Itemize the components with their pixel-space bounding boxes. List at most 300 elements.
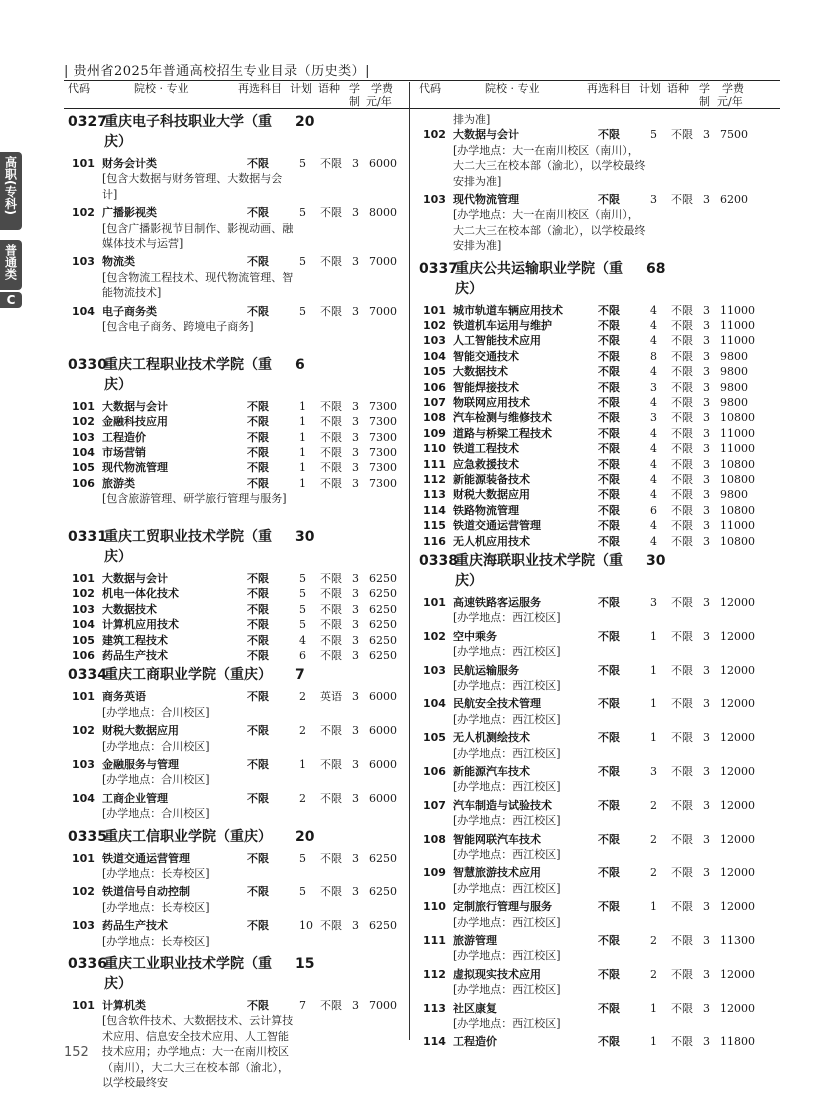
major-row [68,851,408,866]
major-fee: 6000 [369,724,397,738]
major-subject: 不限 [247,602,269,616]
major-name: 金融科技应用 [102,415,168,429]
school-plan: 6 [295,356,305,373]
major-plan: 4 [299,633,306,647]
major-language: 不限 [320,633,342,647]
major-row [68,648,408,663]
major-code: 109 [423,426,446,440]
major-years: 3 [703,697,710,711]
major-years: 3 [703,663,710,677]
major-language: 不限 [320,885,342,899]
major-name: 汽车检测与维修技术 [453,411,552,425]
major-language: 不限 [320,724,342,738]
major-fee: 7000 [369,255,397,269]
col-language: 语种 [318,82,340,95]
major-plan: 10 [299,919,313,933]
major-name: 药品生产技术 [102,649,168,662]
major-row [419,487,759,502]
major-note: [办学地点：合川校区] [102,807,210,821]
major-row [419,472,759,487]
major-language: 不限 [671,765,693,778]
major-fee: 7300 [369,430,397,444]
catalog-title: | 贵州省2025年普通高校招生专业目录（历史类）| [64,64,370,79]
major-subject: 不限 [598,411,620,425]
major-code: 111 [423,457,446,471]
major-plan: 2 [299,724,306,738]
major-subject: 不限 [247,476,269,490]
school-plan: 68 [646,260,666,277]
major-fee: 6000 [369,157,397,170]
note-continuation: 排为准] [453,113,491,126]
major-note: [办学地点：西江校区] [453,645,561,659]
school-name: 重庆工贸职业技术学院（重庆） [104,529,272,565]
major-name: 商务英语 [102,690,146,704]
major-subject: 不限 [598,473,620,486]
major-fee: 12000 [720,697,755,711]
major-years: 3 [352,206,359,220]
major-name: 虚拟现实技术应用 [453,967,541,981]
major-fee: 7300 [369,461,397,475]
major-fee: 7500 [720,128,748,142]
side-tab-general-label: 普通类 [3,244,18,280]
major-name: 道路与桥梁工程技术 [453,426,552,440]
major-row [419,380,759,395]
major-name: 电子商务类 [102,304,157,318]
major-language: 不限 [671,426,693,440]
major-plan: 1 [650,1001,657,1015]
major-plan: 5 [299,602,306,616]
major-fee: 11000 [720,519,755,533]
major-note: [办学地点：合川校区] [102,705,210,719]
major-years: 3 [352,415,359,429]
major-row [419,303,759,318]
major-code: 113 [423,1001,446,1015]
major-plan: 5 [299,304,306,318]
major-fee: 10800 [720,534,755,548]
major-plan: 1 [299,476,306,490]
major-code: 102 [72,885,95,899]
side-tab-vocational [0,152,22,230]
major-row [68,586,408,601]
major-name: 财税大数据应用 [453,488,530,502]
major-name: 无人机测绘技术 [453,731,530,745]
major-code: 112 [423,967,446,981]
school-name: 重庆电子科技职业大学（重庆） [104,114,272,150]
major-plan: 4 [650,457,657,471]
school-plan: 15 [295,956,315,972]
major-plan: 1 [650,629,657,643]
major-subject: 不限 [598,334,620,348]
major-years: 3 [352,724,359,738]
major-fee: 6250 [369,851,397,865]
major-fee: 6000 [369,791,397,805]
col-plan: 计划 [290,82,312,95]
major-code: 102 [423,128,446,142]
major-fee: 6250 [369,602,397,616]
major-row [68,602,408,617]
major-row [68,884,408,899]
major-subject: 不限 [247,690,269,704]
col-years-bottom: 制 [699,95,710,108]
major-fee: 12000 [720,596,755,609]
major-row [419,595,759,610]
major-fee: 9800 [720,396,748,409]
major-subject: 不限 [598,426,620,440]
major-name: 高速铁路客运服务 [453,596,541,609]
major-fee: 11000 [720,334,755,348]
major-name: 铁道交通运营管理 [453,519,541,533]
major-years: 3 [703,1035,710,1049]
school-plan: 30 [646,553,666,569]
major-code: 107 [423,798,446,812]
major-language: 不限 [671,193,693,206]
major-code: 103 [72,255,95,269]
col-code: 代码 [68,82,90,95]
major-years: 3 [703,442,710,456]
major-years: 3 [703,519,710,533]
major-note: [办学地点：西江校区] [453,949,561,963]
major-plan: 2 [299,791,306,805]
major-name: 药品生产技术 [102,919,168,933]
major-plan: 5 [299,851,306,865]
major-note: [办学地点：西江校区] [453,915,561,929]
major-name: 城市轨道车辆应用技术 [453,303,563,317]
major-plan: 6 [650,503,657,517]
major-fee: 9800 [720,380,748,394]
major-plan: 5 [299,618,306,632]
major-subject: 不限 [598,967,620,981]
school-name: 重庆工程职业技术学院（重庆） [104,356,272,393]
major-language: 不限 [671,488,693,502]
major-plan: 3 [650,765,657,778]
major-language: 不限 [671,534,693,548]
major-row [68,414,408,429]
major-row [419,534,759,549]
major-subject: 不限 [598,629,620,643]
major-language: 不限 [320,999,342,1012]
major-subject: 不限 [247,999,269,1012]
major-plan: 3 [650,380,657,394]
major-fee: 9800 [720,488,748,502]
major-subject: 不限 [598,503,620,517]
col-code: 代码 [419,82,441,95]
major-code: 113 [423,488,446,502]
major-fee: 6250 [369,618,397,632]
major-name: 旅游管理 [453,934,497,947]
major-row [68,304,408,319]
school-plan: 30 [295,529,315,545]
major-note: [包含电子商务、跨境电子商务] [102,320,254,333]
major-subject: 不限 [247,399,269,413]
major-years: 3 [703,832,710,846]
major-years: 3 [703,349,710,363]
major-fee: 12000 [720,731,755,745]
major-code: 102 [72,415,95,429]
major-plan: 4 [650,365,657,379]
major-language: 不限 [320,399,342,413]
header-rule-top [64,80,780,81]
major-subject: 不限 [598,519,620,533]
major-fee: 12000 [720,663,755,677]
major-fee: 11000 [720,319,755,332]
major-row [419,503,759,518]
major-years: 3 [352,399,359,413]
major-years: 3 [703,193,710,206]
major-plan: 1 [650,731,657,745]
major-name: 铁路物流管理 [453,503,519,517]
major-row [68,156,408,171]
major-language: 不限 [320,476,342,490]
major-subject: 不限 [598,303,620,317]
major-code: 105 [423,365,446,379]
major-name: 现代物流管理 [453,193,519,206]
major-language: 不限 [671,866,693,880]
major-plan: 7 [299,999,306,1012]
major-plan: 4 [650,396,657,409]
major-plan: 1 [650,663,657,677]
column-divider [409,82,410,1040]
side-tab-letter [0,292,22,308]
major-language: 不限 [671,934,693,947]
major-code: 101 [423,596,446,609]
major-name: 智能交通技术 [453,349,519,363]
major-language: 不限 [320,649,342,662]
major-fee: 11000 [720,303,755,317]
major-name: 民航运输服务 [453,663,519,677]
major-plan: 2 [650,934,657,947]
major-subject: 不限 [247,791,269,805]
major-language: 不限 [671,457,693,471]
major-subject: 不限 [247,461,269,475]
school-name: 重庆工业职业技术学院（重庆） [104,956,272,992]
major-code: 103 [72,919,95,933]
major-fee: 7300 [369,415,397,429]
major-fee: 8000 [369,206,397,220]
school-name: 重庆海联职业技术学院（重庆） [455,553,623,589]
major-language: 不限 [320,206,342,220]
major-years: 3 [352,851,359,865]
col-years-top: 学 [349,82,360,95]
major-plan: 4 [650,319,657,332]
major-subject: 不限 [247,919,269,933]
major-row [419,663,759,678]
major-subject: 不限 [247,649,269,662]
major-language: 不限 [671,503,693,517]
major-years: 3 [703,128,710,142]
major-note: [包含旅游管理、研学旅行管理与服务] [102,492,287,506]
col-language: 语种 [667,82,689,95]
major-years: 3 [352,572,359,585]
major-name: 大数据技术 [453,365,508,379]
major-code: 101 [72,157,95,170]
school-header [68,527,398,567]
major-note: [办学地点：西江校区] [453,1017,561,1030]
major-note: [办学地点：长寿校区] [102,934,210,948]
major-subject: 不限 [598,457,620,471]
school-header [419,551,749,591]
major-plan: 3 [650,193,657,206]
major-language: 英语 [320,690,342,704]
major-note: [办学地点：西江校区] [453,679,561,692]
major-language: 不限 [320,157,342,170]
major-subject: 不限 [598,442,620,456]
major-name: 铁道工程技术 [453,442,519,456]
major-years: 3 [352,446,359,459]
side-tab-vocational-label: 高职(专科) [3,156,18,215]
major-row [419,798,759,813]
major-years: 3 [352,885,359,899]
major-years: 3 [703,866,710,880]
major-years: 3 [703,534,710,548]
major-plan: 1 [650,1035,657,1049]
major-years: 3 [703,765,710,778]
major-language: 不限 [320,587,342,601]
major-code: 103 [72,602,95,616]
major-name: 财务会计类 [102,157,157,170]
major-years: 3 [703,396,710,409]
school-plan: 20 [295,828,315,845]
major-note: [包含广播影视节目制作、影视动画、融媒体技术与运营] [102,221,294,250]
major-fee: 6000 [369,690,397,704]
major-row [419,764,759,779]
major-note: [办学地点：长寿校区] [102,900,210,914]
major-row [419,832,759,847]
major-plan: 2 [650,832,657,846]
major-row [419,899,759,914]
major-subject: 不限 [247,618,269,632]
major-code: 108 [423,832,446,846]
major-row [68,689,408,704]
major-years: 3 [352,587,359,601]
major-language: 不限 [320,461,342,475]
major-plan: 4 [650,519,657,533]
major-language: 不限 [671,442,693,456]
major-name: 汽车制造与试验技术 [453,798,552,812]
major-plan: 1 [299,430,306,444]
major-language: 不限 [671,303,693,317]
major-plan: 4 [650,488,657,502]
major-years: 3 [352,999,359,1012]
major-name: 空中乘务 [453,629,497,643]
major-years: 3 [703,731,710,745]
major-name: 人工智能技术应用 [453,334,541,348]
major-row [419,865,759,880]
major-code: 104 [72,304,95,318]
major-subject: 不限 [598,596,620,609]
major-row [419,127,759,142]
major-fee: 11800 [720,1035,755,1049]
side-tab-letter-label: C [6,293,16,307]
major-fee: 11000 [720,426,755,440]
major-plan: 1 [650,900,657,914]
major-code: 106 [423,765,446,778]
major-subject: 不限 [598,866,620,880]
major-subject: 不限 [247,758,269,771]
school-header [68,665,398,685]
major-row [419,967,759,982]
col-plan: 计划 [639,82,661,95]
major-subject: 不限 [247,157,269,170]
major-years: 3 [352,791,359,805]
major-code: 107 [423,396,446,409]
major-subject: 不限 [247,885,269,899]
major-years: 3 [703,1001,710,1015]
major-fee: 7300 [369,446,397,459]
major-years: 3 [703,380,710,394]
major-name: 铁道信号自动控制 [102,885,190,899]
major-plan: 1 [299,461,306,475]
major-years: 3 [352,633,359,647]
major-plan: 4 [650,334,657,348]
major-fee: 6250 [369,587,397,601]
col-years-bottom: 制 [349,95,360,108]
major-code: 112 [423,473,446,486]
major-fee: 6250 [369,572,397,585]
col-fee-top: 学费 [371,82,393,95]
major-plan: 2 [650,866,657,880]
major-subject: 不限 [598,832,620,846]
major-years: 3 [703,967,710,981]
major-years: 3 [352,649,359,662]
major-code: 101 [72,851,95,865]
major-row [419,1001,759,1016]
major-language: 不限 [671,900,693,914]
col-school-major: 院校 · 专业 [134,82,189,95]
major-language: 不限 [671,1035,693,1049]
major-fee: 6200 [720,193,748,206]
major-subject: 不限 [598,934,620,947]
major-plan: 3 [650,411,657,425]
major-code: 105 [423,731,446,745]
side-tab-general [0,240,22,290]
major-language: 不限 [671,629,693,643]
major-note: [办学地点：大一在南川校区（南川），大二大三在校本部（渝北），以学校最终安排为准] [453,208,646,253]
major-fee: 6250 [369,885,397,899]
major-language: 不限 [320,304,342,318]
major-row [68,460,408,475]
major-years: 3 [352,602,359,616]
major-name: 智能网联汽车技术 [453,832,541,846]
major-fee: 12000 [720,967,755,981]
major-subject: 不限 [598,663,620,677]
major-years: 3 [352,690,359,704]
major-name: 大数据与会计 [102,399,168,413]
major-note: [办学地点：西江校区] [453,983,561,997]
major-language: 不限 [320,255,342,269]
major-row [419,933,759,948]
col-school-major: 院校 · 专业 [485,82,540,95]
major-note: [办学地点：合川校区] [102,739,210,753]
major-language: 不限 [320,446,342,459]
school-code: 0327 [68,114,107,130]
school-header [419,259,749,299]
major-note: [办学地点：西江校区] [453,814,561,828]
major-language: 不限 [671,596,693,609]
major-code: 106 [423,380,446,394]
major-row [419,518,759,533]
header-rule-bottom [64,108,780,109]
major-years: 3 [703,303,710,317]
major-code: 104 [72,618,95,632]
major-fee: 12000 [720,765,755,778]
major-subject: 不限 [598,365,620,379]
major-code: 111 [423,934,446,947]
major-name: 定制旅行管理与服务 [453,900,552,914]
major-language: 不限 [671,396,693,409]
major-code: 101 [72,999,95,1012]
major-note: [包含软件技术、大数据技术、云计算技术应用、信息安全技术应用、人工智能技术应用；办学地点：大一在南川校区（南川），大二大三在校本部（渝北），以学校最终安 [102,1014,294,1090]
major-years: 3 [703,457,710,471]
